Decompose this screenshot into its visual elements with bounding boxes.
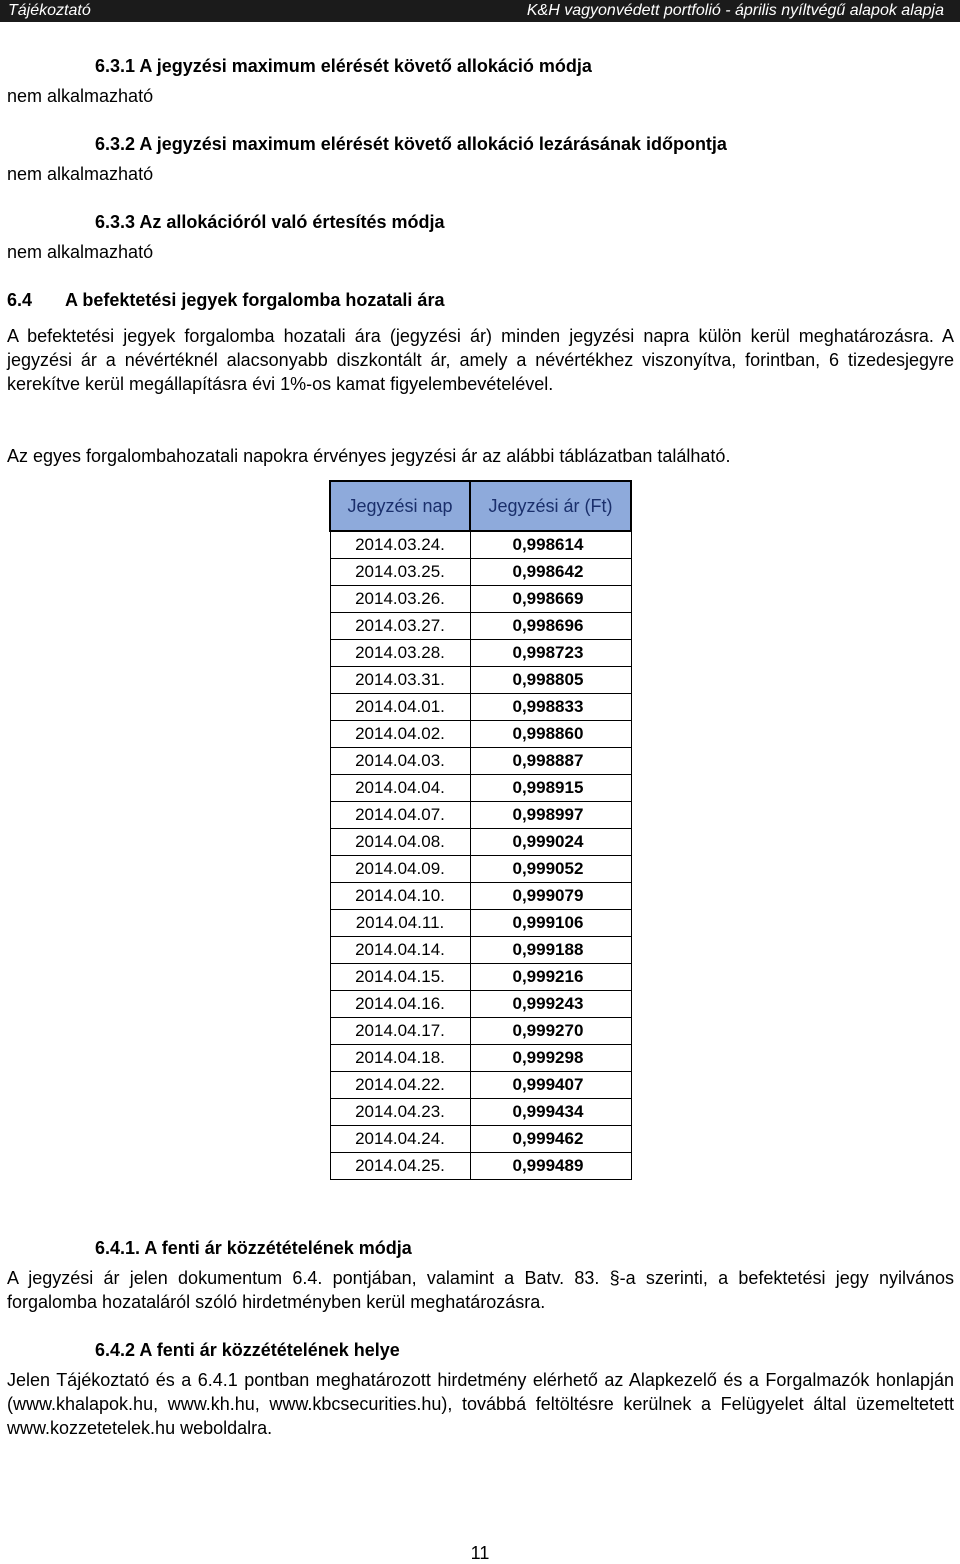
table-row — [330, 1153, 631, 1180]
subscription-date-cell: 2014.04.02. — [330, 721, 470, 748]
heading-6-3-1: 6.3.1 A jegyzési maximum elérését követő allokáció módja — [95, 56, 592, 76]
table-row — [330, 748, 631, 775]
subscription-price-cell: 0,998805 — [470, 667, 631, 694]
subscription-date-cell: 2014.04.11. — [330, 910, 470, 937]
subscription-date-cell: 2014.04.01. — [330, 694, 470, 721]
subscription-date-cell: 2014.04.25. — [330, 1153, 470, 1180]
subscription-date-cell: 2014.04.18. — [330, 1045, 470, 1072]
heading-6-4 — [7, 288, 444, 312]
table-row — [330, 775, 631, 802]
subscription-date-cell: 2014.03.26. — [330, 586, 470, 613]
price-table-body — [330, 531, 631, 1180]
subscription-price-cell: 0,999079 — [470, 883, 631, 910]
table-row — [330, 991, 631, 1018]
subscription-price-cell: 0,998614 — [470, 531, 631, 559]
table-row — [330, 531, 631, 559]
text-6-3-1: nem alkalmazható — [7, 86, 154, 106]
subscription-price-cell: 0,999462 — [470, 1126, 631, 1153]
page-number: 11 — [470, 1543, 490, 1563]
paragraph-6-4-price: A befektetési jegyek forgalomba hozatali ára (jegyzési ár) minden jegyzési napra külön kerül meghatározásra. A jegyzési ár a névértéknél alacsonyabb diszkontált ár, amely a névértékhez viszonyítva, forintban, 6 tizedesjegyre kerekítve kerül megállapításra évi 1%-os kamat figyelembevételével. — [7, 326, 954, 394]
subscription-date-cell: 2014.04.08. — [330, 829, 470, 856]
subscription-price-cell: 0,999489 — [470, 1153, 631, 1180]
heading-6-4-1: 6.4.1. A fenti ár közzétételének módja — [95, 1238, 412, 1258]
table-row — [330, 1045, 631, 1072]
subscription-date-cell: 2014.04.17. — [330, 1018, 470, 1045]
subscription-price-cell: 0,999052 — [470, 856, 631, 883]
text-6-3-3: nem alkalmazható — [7, 242, 154, 262]
table-row — [330, 802, 631, 829]
subscription-price-cell: 0,999188 — [470, 937, 631, 964]
subscription-price-cell: 0,999407 — [470, 1072, 631, 1099]
subscription-date-cell: 2014.04.07. — [330, 802, 470, 829]
table-row — [330, 883, 631, 910]
col-header-date: Jegyzési nap — [330, 481, 470, 531]
table-row — [330, 1018, 631, 1045]
subscription-price-cell: 0,998723 — [470, 640, 631, 667]
table-row — [330, 559, 631, 586]
subscription-date-cell: 2014.04.15. — [330, 964, 470, 991]
text-6-4-1: A jegyzési ár jelen dokumentum 6.4. pontjában, valamint a Batv. 83. §-a szerinti, a befektetési jegy nyilvános forgalomba hozataláról szóló hirdetményben kerül meghatározásra. — [7, 1268, 954, 1312]
table-row — [330, 586, 631, 613]
subscription-date-cell: 2014.04.09. — [330, 856, 470, 883]
table-row — [330, 910, 631, 937]
subscription-price-cell: 0,999298 — [470, 1045, 631, 1072]
subscription-price-cell: 0,998997 — [470, 802, 631, 829]
heading-6-4-2: 6.4.2 A fenti ár közzétételének helye — [95, 1340, 400, 1360]
heading-6-3-3: 6.3.3 Az allokációról való értesítés módja — [95, 212, 445, 232]
subscription-date-cell: 2014.03.28. — [330, 640, 470, 667]
heading-6-3-2: 6.3.2 A jegyzési maximum elérését követő allokáció lezárásának időpontja — [95, 134, 727, 154]
subscription-date-cell: 2014.04.23. — [330, 1099, 470, 1126]
subscription-date-cell: 2014.03.25. — [330, 559, 470, 586]
subscription-date-cell: 2014.04.24. — [330, 1126, 470, 1153]
subscription-price-cell: 0,998696 — [470, 613, 631, 640]
subscription-date-cell: 2014.04.16. — [330, 991, 470, 1018]
header-doc-type: Tájékoztató — [8, 2, 91, 19]
table-row — [330, 964, 631, 991]
table-row — [330, 1072, 631, 1099]
table-row — [330, 1126, 631, 1153]
table-row — [330, 667, 631, 694]
table-row — [330, 613, 631, 640]
subscription-price-cell: 0,999270 — [470, 1018, 631, 1045]
table-row — [330, 856, 631, 883]
subscription-price-cell: 0,998669 — [470, 586, 631, 613]
subscription-price-cell: 0,999024 — [470, 829, 631, 856]
subscription-price-cell: 0,999434 — [470, 1099, 631, 1126]
subscription-price-cell: 0,998642 — [470, 559, 631, 586]
table-row — [330, 937, 631, 964]
subscription-price-cell: 0,999243 — [470, 991, 631, 1018]
table-row — [330, 721, 631, 748]
subscription-date-cell: 2014.03.24. — [330, 531, 470, 559]
subscription-date-cell: 2014.04.04. — [330, 775, 470, 802]
subscription-date-cell: 2014.04.03. — [330, 748, 470, 775]
paragraph-6-4-table-intro: Az egyes forgalombahozatali napokra érvényes jegyzési ár az alábbi táblázatban található. — [7, 446, 731, 466]
subscription-date-cell: 2014.04.14. — [330, 937, 470, 964]
subscription-price-cell: 0,999216 — [470, 964, 631, 991]
subscription-price-cell: 0,998887 — [470, 748, 631, 775]
subscription-date-cell: 2014.03.31. — [330, 667, 470, 694]
table-row — [330, 1099, 631, 1126]
header-doc-title: K&H vagyonvédett portfolió - április nyíltvégű alapok alapja — [526, 2, 944, 19]
subscription-date-cell: 2014.04.22. — [330, 1072, 470, 1099]
text-6-4-2: Jelen Tájékoztató és a 6.4.1 pontban meghatározott hirdetmény elérhető az Alapkezelő és a Forgalmazók honlapján (www.khalapok.hu, www.kh.hu, www.kbcsecurities.hu), továbbá feltöltésre kerülnek a Felügyelet által üzemeltetett www.kozzetetelek.hu weboldalra. — [7, 1370, 954, 1438]
subscription-price-cell: 0,998915 — [470, 775, 631, 802]
subscription-date-cell: 2014.04.10. — [330, 883, 470, 910]
subscription-date-cell: 2014.03.27. — [330, 613, 470, 640]
price-table — [329, 480, 632, 1180]
heading-6-4-title: A befektetési jegyek forgalomba hozatali ára — [65, 290, 445, 310]
page-header — [0, 0, 960, 22]
table-row — [330, 640, 631, 667]
subscription-price-cell: 0,998833 — [470, 694, 631, 721]
text-6-3-2: nem alkalmazható — [7, 164, 154, 184]
col-header-price: Jegyzési ár (Ft) — [470, 481, 631, 531]
subscription-price-cell: 0,998860 — [470, 721, 631, 748]
subscription-price-cell: 0,999106 — [470, 910, 631, 937]
table-row — [330, 694, 631, 721]
price-table-header-row — [330, 481, 631, 531]
heading-6-4-number: 6.4 — [7, 290, 33, 310]
table-row — [330, 829, 631, 856]
